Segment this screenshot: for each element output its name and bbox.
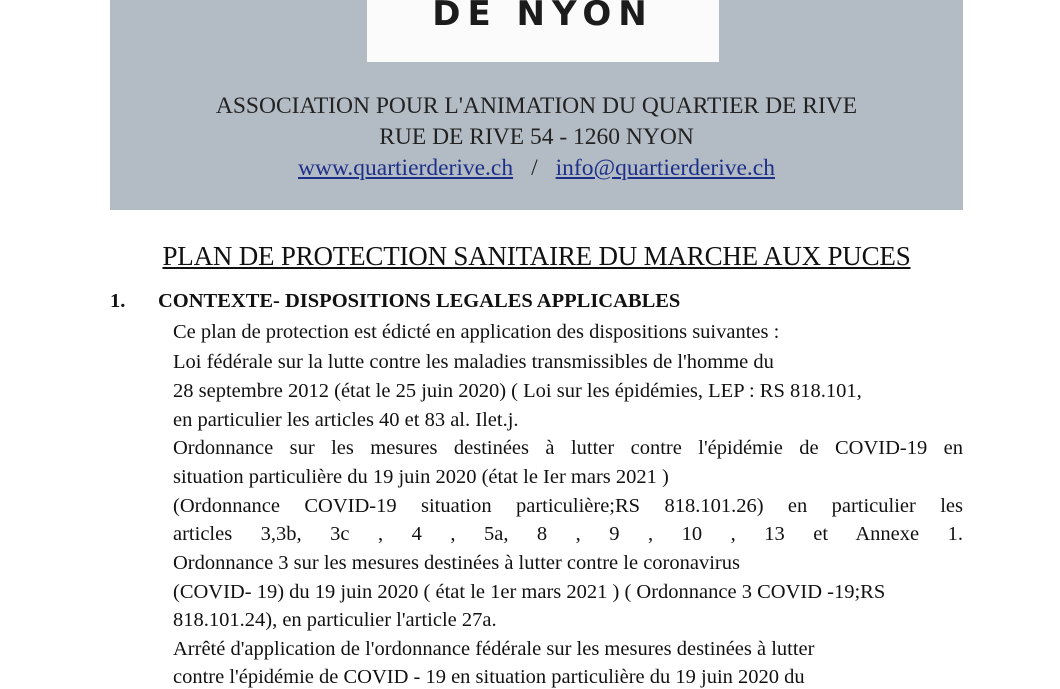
- section-heading-text: CONTEXTE- DISPOSITIONS LEGALES APPLICABLES: [158, 290, 681, 312]
- logo-text: DE NYON: [432, 0, 654, 34]
- body-line: Ordonnance sur les mesures destinées à lutter contre l'épidémie de COVID-19 en: [173, 437, 963, 459]
- body-line: articles 3,3b, 3c , 4 , 5a, 8 , 9 , 10 , 13 et Annexe 1.: [173, 523, 963, 545]
- organization-address: RUE DE RIVE 54 - 1260 NYON: [379, 124, 694, 150]
- body-line: contre l'épidémie de COVID - 19 en situation particulière du 19 juin 2020 du: [173, 666, 805, 688]
- logo: [367, 0, 719, 62]
- section-number: 1.: [110, 290, 126, 312]
- body-line: (Ordonnance COVID-19 situation particulière;RS 818.101.26) en particulier les: [173, 495, 963, 517]
- body-line: Ordonnance 3 sur les mesures destinées à lutter contre le coronavirus: [173, 552, 740, 574]
- body-line: 28 septembre 2012 (état le 25 juin 2020) ( Loi sur les épidémies, LEP : RS 818.101,: [173, 380, 862, 402]
- body-line: 818.101.24), en particulier l'article 27a.: [173, 609, 497, 631]
- website-link[interactable]: www.quartierderive.ch: [298, 155, 514, 181]
- organization-name: ASSOCIATION POUR L'ANIMATION DU QUARTIER DE RIVE: [215, 93, 858, 119]
- contact-line: [110, 155, 963, 182]
- body-line: Ce plan de protection est édicté en application des dispositions suivantes :: [173, 321, 780, 343]
- document-title: PLAN DE PROTECTION SANITAIRE DU MARCHE AUX PUCES: [162, 241, 911, 271]
- body-line: en particulier les articles 40 et 83 al. Ilet.j.: [173, 409, 519, 431]
- body-line: situation particulière du 19 juin 2020 (état le Ier mars 2021 ): [173, 466, 669, 488]
- section-heading: [110, 290, 680, 313]
- email-link[interactable]: info@quartierderive.ch: [555, 155, 775, 181]
- body-line: Arrêté d'application de l'ordonnance fédérale sur les mesures destinées à lutter: [173, 638, 815, 660]
- body-line: Loi fédérale sur la lutte contre les maladies transmissibles de l'homme du: [173, 351, 774, 373]
- body-line: (COVID- 19) du 19 juin 2020 ( état le 1er mars 2021 ) ( Ordonnance 3 COVID -19;RS: [173, 581, 886, 603]
- contact-separator: /: [531, 155, 538, 181]
